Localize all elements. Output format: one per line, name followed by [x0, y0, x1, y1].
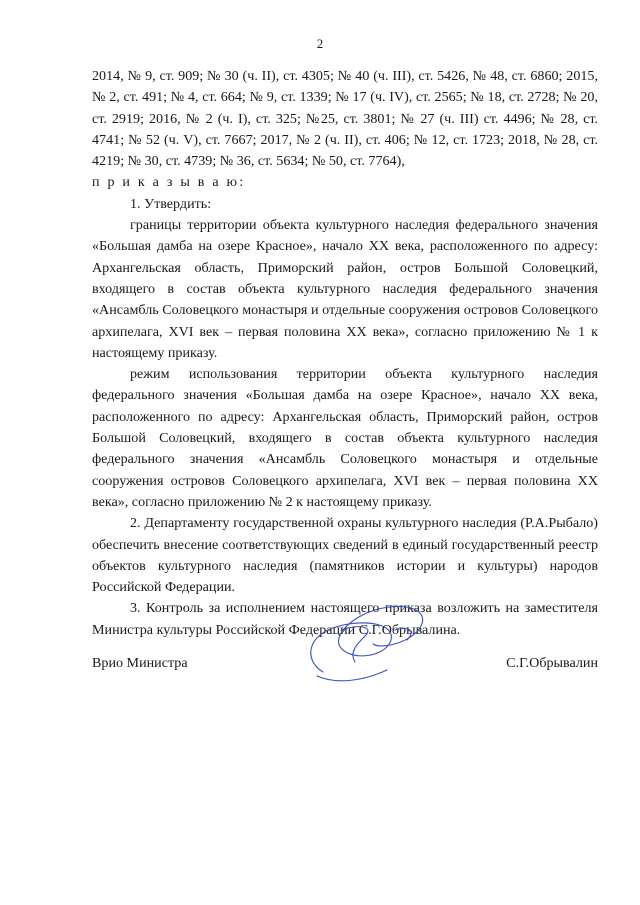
order-word: п р и к а з ы в а ю: — [92, 174, 246, 191]
signature-block — [92, 655, 598, 672]
signer-position: Врио Министра — [92, 655, 188, 671]
handwritten-signature — [295, 600, 445, 690]
item-1-boundaries-paragraph: границы территории объекта культурного наследия федерального значения «Большая дамба на озере Красное», начало XX века, расположенного по адресу: Архангельская область, Приморский район, остров Большой Соловецкий, входящего в состав объекта культурного наследия федерального значения «Ансамбль Соловецкого монастыря и отдельные сооружения островов Соловецкого архипелага, XVI век – первая половина XX века», согласно приложению № 1 к настоящему приказу. — [92, 217, 598, 361]
page-number: 2 — [316, 36, 324, 51]
item-1-heading: 1. Утвердить: — [130, 195, 212, 212]
signer-name: С.Г.Обрывалин — [506, 655, 598, 671]
item-2-paragraph: 2. Департаменту государственной охраны культурного наследия (Р.А.Рыбало) обеспечить внесение соответствующих сведений в единый государственный реестр объектов культурного наследия (памятников истории и культуры) народов Российской Федерации. — [92, 515, 598, 596]
document-body — [92, 66, 598, 641]
citation-paragraph: 2014, № 9, ст. 909; № 30 (ч. II), ст. 4305; № 40 (ч. III), ст. 5426, № 48, ст. 6860; 2015, № 2, ст. 491; № 4, ст. 664; № 9, ст. 1339; № 17 (ч. IV), ст. 2565; № 18, ст. 2728; № 20, ст. 2919; 2016, № 2 (ч. I), ст. 325; №25, ст. 3801; № 27 (ч. III) ст. 4496; № 28, ст. 4741; № 52 (ч. V), ст. 7667; 2017, № 2 (ч. II), ст. 406; № 12, ст. 1723; 2018, № 28, ст. 4219; № 30, ст. 4739; № 36, ст. 5634; № 50, ст. 7764), — [92, 68, 598, 170]
item-3-paragraph: 3. Контроль за исполнением настоящего приказа возложить на заместителя Министра культуры Российской Федерации С.Г.Обрывалина. — [92, 600, 598, 638]
item-1-regime-paragraph: режим использования территории объекта культурного наследия федерального значения «Большая дамба на озере Красное», начало XX века, расположенного по адресу: Архангельская область, Приморский район, остров Большой Соловецкий, входящего в состав объекта культурного наследия федерального значения «Ансамбль Соловецкого монастыря и отдельные сооружения островов Соловецкого архипелага, XVI век – первая половина XX века», согласно приложению № 2 к настоящему приказу. — [92, 366, 598, 510]
